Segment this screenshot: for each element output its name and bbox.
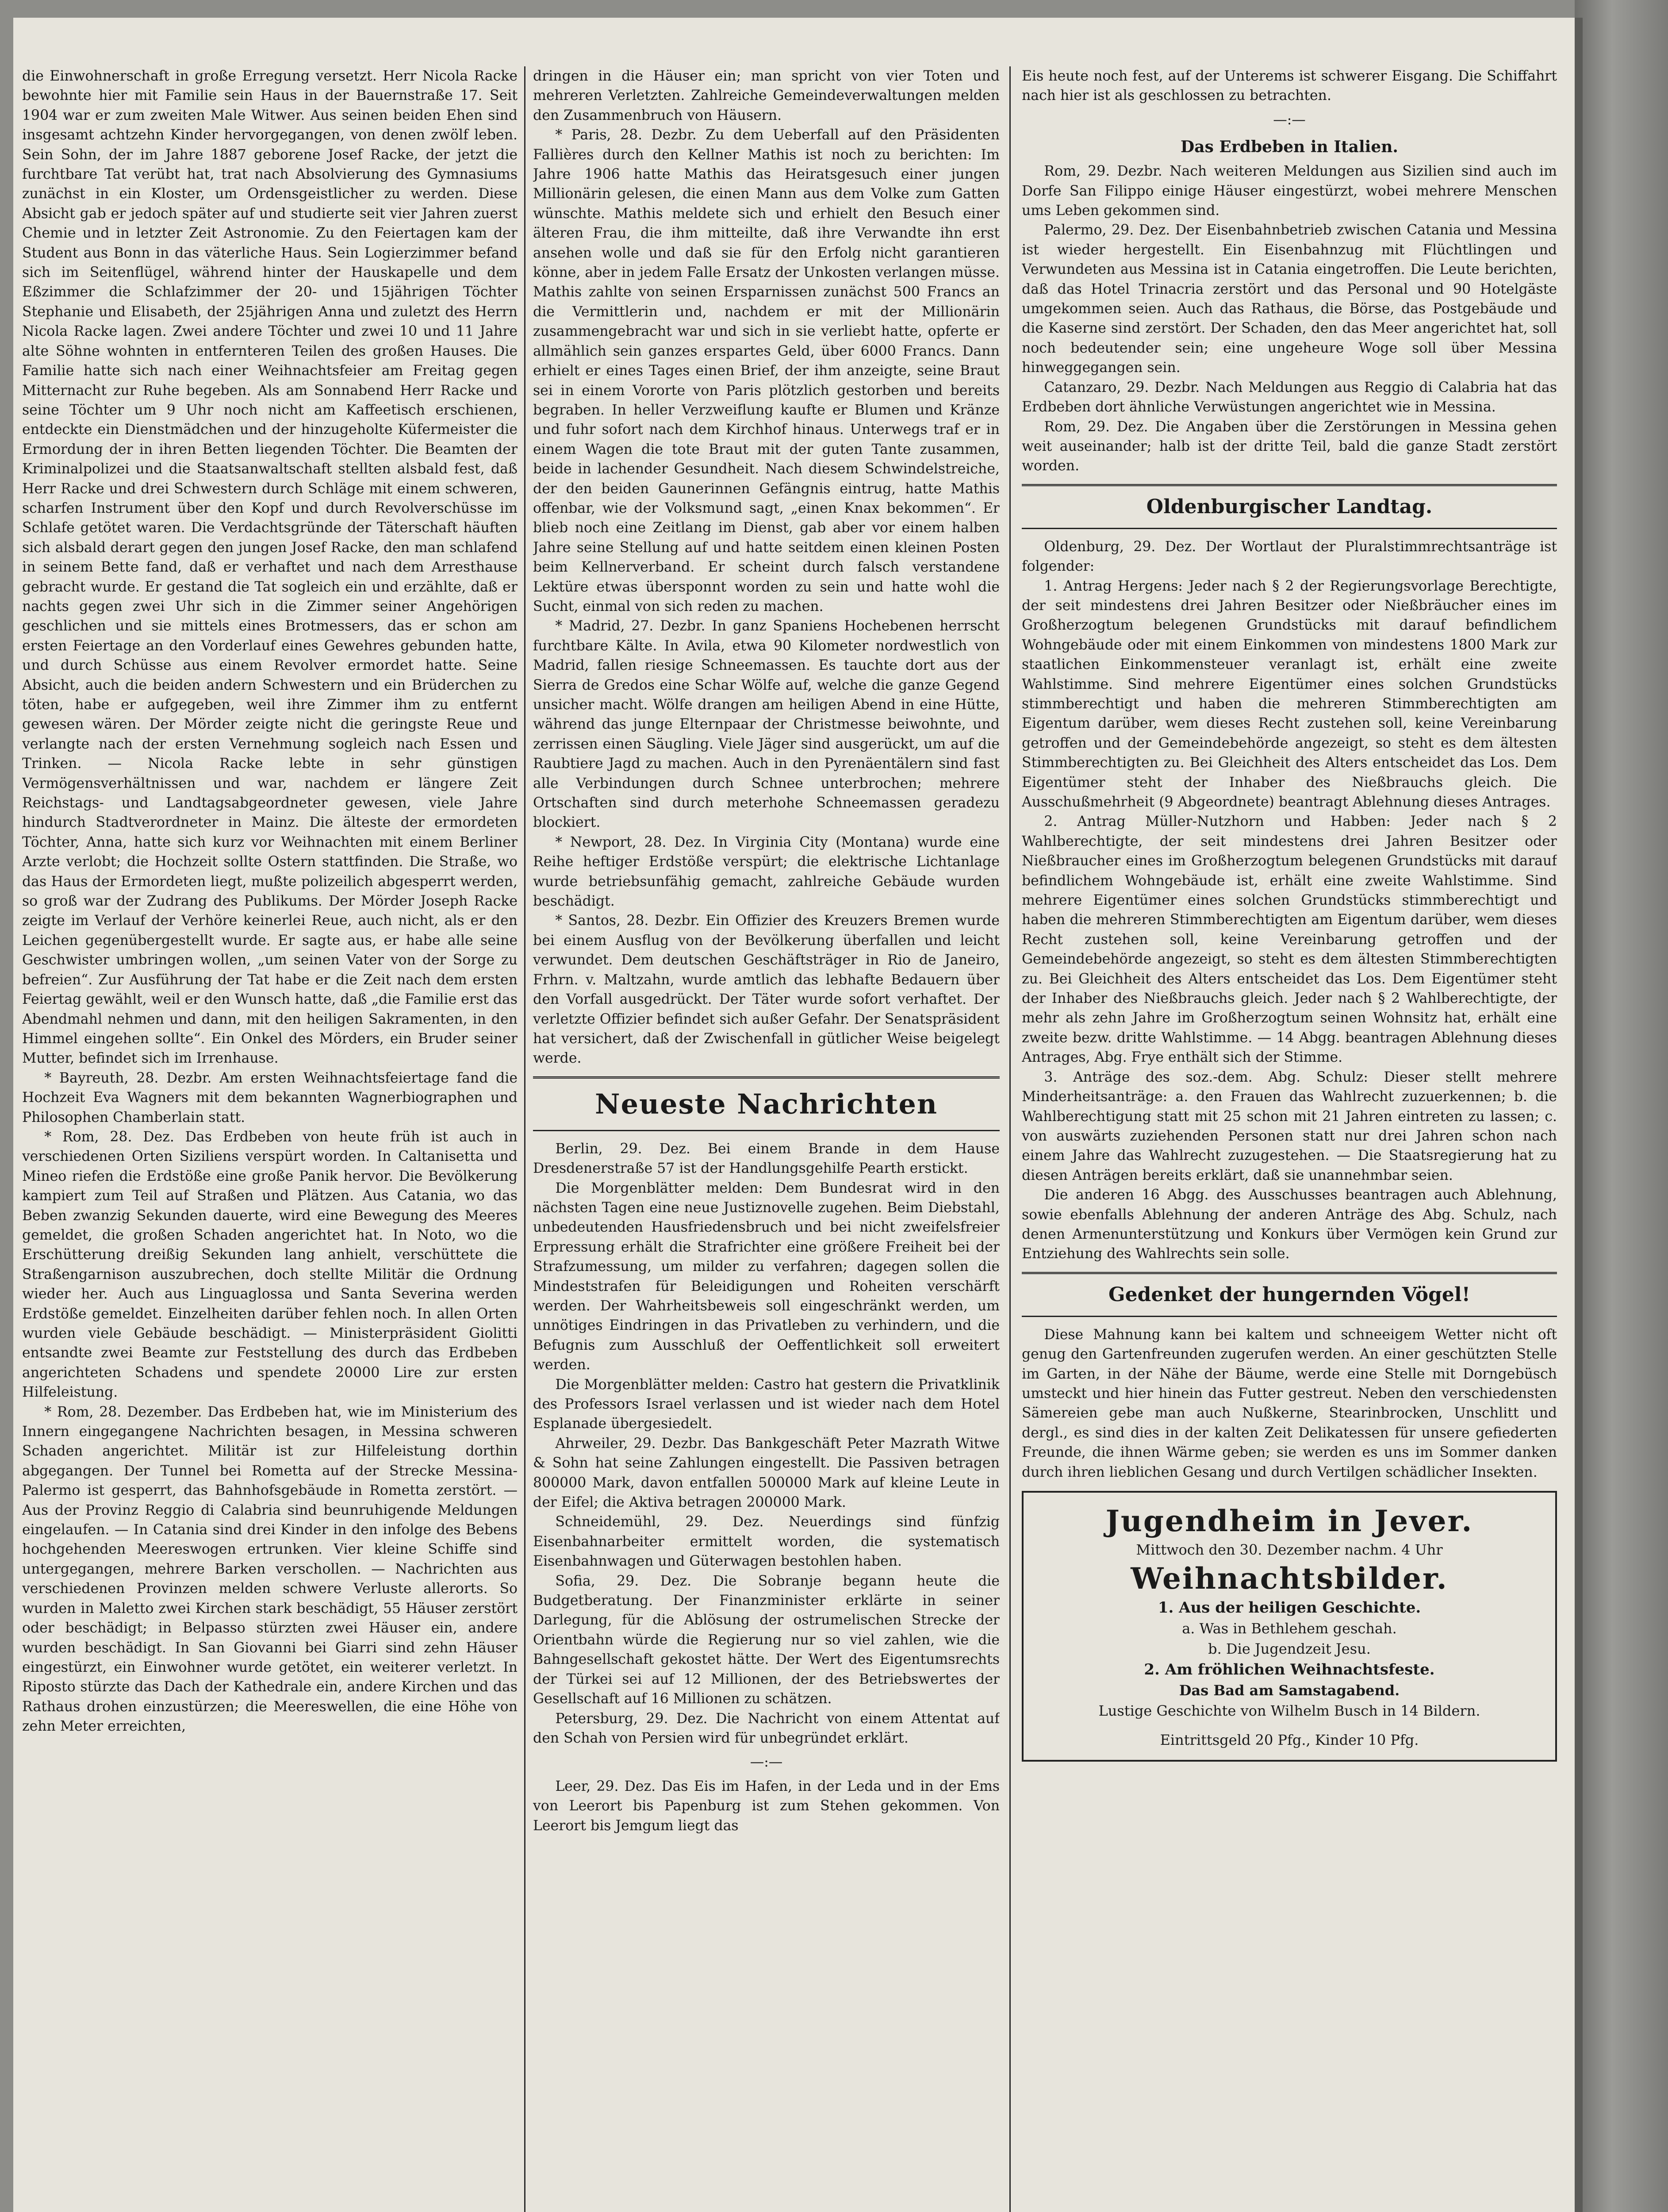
- ad-price: Eintrittsgeld 20 Pfg., Kinder 10 Pfg.: [1160, 1732, 1419, 1748]
- ad-item-1a: a. Was in Bethlehem geschah.: [1182, 1620, 1397, 1637]
- quake-palermo: Palermo, 29. Dez. Der Eisenbahnbetrieb zwischen Catania und Messina ist wieder hergestellt. Ein Eisenbahnzug mit Flüchtlingen und Verwundeten aus Messina ist in Catania eingetroffen. Die Leute berichten, daß das Hotel Trinacria zerstört und das Personal und 90 Hotelgäste umgekommen seien. Auch das Rathaus, die Börse, das Postgebäude und die Kaserne sind zerstört. Der Schaden, den das Meer angerichtet hat, soll noch bedeutender sein; eine ungeheure Woge soll über Messina hinweggegangen sein.: [1022, 222, 1557, 376]
- birds-text: Diese Mahnung kann bei kaltem und schneeigem Wetter nicht oft genug den Gartenfreunden zugerufen werden. An einer geschützten Stelle im Garten, in der Nähe der Bäume, werde eine Stelle mit Dorngebüsch umsteckt und hier hinein das Futter gestreut. Neben den verschiedensten Sämereien gebe man auch Nußkerne, Stearinbrocken, Unschlitt und dergl., es sind dies in der kalten Zeit Delikatessen für unsere gefiederten Freunde, die ihnen Wärme geben; sie werden es uns im Sommer danken durch ihren lieblichen Gesang und durch Vertilgen schädlicher Insekten.: [1022, 1326, 1557, 1480]
- column-2: [533, 66, 1000, 2212]
- news-berlin: Berlin, 29. Dez. Bei einem Brande in dem Hause Dresdenerstraße 57 ist der Handlungsgehilfe Pearth erstickt.: [533, 1141, 1000, 1177]
- column-rule: [1009, 66, 1011, 2212]
- ad-item-2b: Lustige Geschichte von Wilhelm Busch in 14 Bildern.: [1098, 1702, 1480, 1719]
- article-rom-2: * Rom, 28. Dezember. Das Erdbeben hat, wie im Ministerium des Innern eingegangene Nachrichten besagen, in Messina schweren Schaden angerichtet. Militär ist zur Hilfeleistung dorthin abgegangen. Der Tunnel bei Rometta auf der Strecke Messina-Palermo ist gesperrt, das Bahnhofsgebäude in Rometta zerstört. — Aus der Provinz Reggio di Calabria sind beunruhigende Meldungen eingelaufen. — In Catania sind drei Kinder in den infolge des Bebens hochgehenden Meereswogen ertrunken. Vier kleine Schiffe sind untergegangen, mehrere Barken verschollen. — Nachrichten aus verschiedenen Provinzen melden schwere Verluste allerorts. So wurden in Maletto zwei Kirchen stark beschädigt, 55 Häuser zerstört oder beschädigt; in Belpasso stürzten zwei Häuser ein, andere wurden beschädigt. In San Giovanni bei Giarri sind zehn Häuser eingestürzt, ein Einwohner wurde getötet, ein weiterer verletzt. In Riposto stürzte das Dach der Kathedrale ein, andere Kirchen und das Rathaus drohen einzustürzen; die Meereswellen, die eine Höhe von zehn Meter erreichten,: [22, 1404, 518, 1735]
- section-divider: [533, 1130, 1000, 1131]
- landtag-antrag-1: 1. Antrag Hergens: Jeder nach § 2 der Regierungsvorlage Berechtigte, der seit mindestens drei Jahren Besitzer oder Nießbräucher eines im Großherzogtum belegenen Grundstücks mit darauf befindlichem Wohngebäude oder mit einem Einkommen von mindestens 1800 Mark zur staatlichen Einkommensteuer veranlagt ist, erhält eine zweite Wahlstimme. Sind mehrere Eigentümer eines solchen Grundstücks stimmberechtigt und haben die mehreren Stimmberechtigten am Eigentum darüber, wem dieses Recht zustehen soll, keine Vereinbarung getroffen und der Gemeindebehörde angezeigt, so steht es dem ältesten Stimmberechtigten zu. Bei Gleichheit des Alters entscheidet das Los. Dem Eigentümer steht der Inhaber des Nießbrauchs gleich. Die Ausschußmehrheit (9 Abgeordnete) beantragt Ablehnung dieses Antrages.: [1022, 578, 1557, 810]
- news-ahrweiler: Ahrweiler, 29. Dezbr. Das Bankgeschäft Peter Mazrath Witwe & Sohn hat seine Zahlungen eingestellt. Die Passiven betragen 800000 Mark, davon entfallen 500000 Mark auf kleine Leute in der Eifel; die Aktiva betragen 200000 Mark.: [533, 1435, 1000, 1511]
- separator: —:—: [1273, 111, 1306, 128]
- article-continued: dringen in die Häuser ein; man spricht von vier Toten und mehreren Verletzten. Zahlreiche Gemeindeverwaltungen melden den Zusammenbruch von Häusern.: [533, 68, 1000, 123]
- section-divider: [533, 1076, 1000, 1079]
- news-schneidemuehl: Schneidemühl, 29. Dez. Neuerdings sind fünfzig Eisenbahnarbeiter ermittelt worden, die systematisch Eisenbahnwagen und Güterwagen bestohlen haben.: [533, 1514, 1000, 1570]
- news-castro: Die Morgenblätter melden: Castro hat gestern die Privatklinik des Professors Israel verlassen und ist wieder nach dem Hotel Esplanade übergesiedelt.: [533, 1376, 1000, 1432]
- section-divider: [1022, 528, 1557, 529]
- article-leer-continued: Eis heute noch fest, auf der Unterems ist schwerer Eisgang. Die Schiffahrt nach hier ist als geschlossen zu betrachten.: [1022, 68, 1557, 104]
- news-sofia: Sofia, 29. Dez. Die Sobranje begann heute die Budgetberatung. Der Finanzminister erklärte in seiner Darlegung, für die Ablösung der ostrumelischen Strecke der Orientbahn würde die Regierung nur so viel zahlen, wie die Bahngesellschaft gekostet hätte. Der Wert des Eigentumsrechts der Türkei sei auf 12 Millionen, der des Betriebswertes der Gesellschaft auf 16 Millionen zu schätzen.: [533, 1573, 1000, 1707]
- landtag-antrag-2: 2. Antrag Müller-Nutzhorn und Habben: Jeder nach § 2 Wahlberechtigte, der seit mindestens drei Jahren Besitzer oder Nießbraucher eines im Großherzogtum belegenen Grundstücks mit darauf befindlichem Wohngebäude ist, erhält eine zweite Wahlstimme. Sind mehrere Eigentümer eines solchen Grundstücks stimmberechtigt und haben die mehreren Stimmberechtigten am Eigentum darüber, wem dieses Recht zustehen soll, keine Vereinbarung getroffen und der Gemeindebehörde angezeigt, so steht es dem ältesten Stimmberechtigten zu. Bei Gleichheit des Alters entscheidet das Los. Dem Eigentümer steht der Inhaber des Nießbrauchs gleich. Jeder nach § 2 Wahlberechtigte, der mehr als zehn Jahre im Großherzogtum seinen Wohnsitz hat, erhält eine zweite bezw. dritte Wahlstimme. — 14 Abgg. beantragen Ablehnung dieses Antrages, Abg. Frye enthält sich der Stimme.: [1022, 814, 1557, 1066]
- article-newport: * Newport, 28. Dez. In Virginia City (Montana) wurde eine Reihe heftiger Erdstöße verspürt; die elektrische Lichtanlage wurde betriebsunfähig gemacht, zahlreiche Gebäude wurden beschädigt.: [533, 834, 1000, 910]
- quake-catanzaro: Catanzaro, 29. Dezbr. Nach Meldungen aus Reggio di Calabria hat das Erdbeben dort ähnliche Verwüstungen angerichtet wie in Messina.: [1022, 379, 1557, 415]
- landtag-intro: Oldenburg, 29. Dez. Der Wortlaut der Pluralstimmrechtsanträge ist folgender:: [1022, 538, 1557, 575]
- separator: —:—: [750, 1754, 783, 1770]
- page-edge: [1575, 0, 1668, 2212]
- newspaper-page: [13, 18, 1575, 2212]
- section-title-neueste-nachrichten: Neueste Nachrichten: [594, 1087, 938, 1120]
- column-3: [1022, 66, 1557, 2212]
- ad-item-1b: b. Die Jugendzeit Jesu.: [1208, 1640, 1371, 1657]
- section-divider: [1022, 1272, 1557, 1274]
- ad-item-2: 2. Am fröhlichen Weihnachtsfeste.: [1144, 1661, 1435, 1678]
- article-madrid: * Madrid, 27. Dezbr. In ganz Spaniens Hochebenen herrscht furchtbare Kälte. In Avila, etwa 90 Kilometer nordwestlich von Madrid, fallen riesige Schneemassen. Es tauchte dort aus der Sierra de Gredos eine Schar Wölfe auf, welche die ganze Gegend unsicher macht. Wölfe drangen am heiligen Abend in eine Hütte, während das junge Elternpaar der Christmesse beiwohnte, und zerrissen einen Säugling. Viele Jäger sind ausgerückt, um auf die Raubtiere Jagd zu machen. Auch in den Pyrenäentälern sind fast alle Verbindungen durch Schnee unterbrochen; mehrere Ortschaften sind durch meterhohe Schneemassen geradezu blockiert.: [533, 618, 1000, 831]
- section-divider: [1022, 1316, 1557, 1317]
- quake-rom-2: Rom, 29. Dez. Die Angaben über die Zerstörungen in Messina gehen weit auseinander; halb ist der dritte Teil, bald die ganze Stadt zerstört worden.: [1022, 419, 1557, 474]
- ad-date-line: Mittwoch den 30. Dezember nachm. 4 Uhr: [1136, 1541, 1443, 1558]
- column-rule: [524, 66, 525, 2212]
- news-leer: Leer, 29. Dez. Das Eis im Hafen, in der Leda und in der Ems von Leerort bis Papenburg ist zum Stehen gekommen. Von Leerort bis Jemgum liegt das: [533, 1778, 1000, 1834]
- section-divider: [1022, 484, 1557, 486]
- article-racke: die Einwohnerschaft in große Erregung versetzt. Herr Nicola Racke bewohnte hier mit Familie sein Haus in der Bauernstraße 17. Seit 1904 war er zum zweiten Male Witwer. Aus seinen beiden Ehen sind insgesamt achtzehn Kinder hervorgegangen, von denen zwölf leben. Sein Sohn, der im Jahre 1887 geborene Josef Racke, der jetzt die furchtbare Tat verübt hat, trat nach Absolvierung des Gymnasiums zunächst in ein Kloster, um Ordensgeistlicher zu werden. Diese Absicht gab er jedoch später auf und studierte seit vier Jahren zuerst Chemie und in letzter Zeit Astronomie. Zu den Feiertagen kam der Student aus Bonn in das väterliche Haus. Sein Logierzimmer befand sich im Seitenflügel, während hinter der Hauskapelle und dem Eßzimmer die Schlafzimmer der 20- und 15jährigen Töchter Stephanie und Elisabeth, der 25jährigen Anna und zuletzt des Herrn Nicola Racke lagen. Zwei andere Töchter und zwei 10 und 11 Jahre alte Söhne wohnten in entfernteren Teilen des großen Hauses. Die Familie hatte sich nach einer Weihnachtsfeier am Freitag gegen Mitternacht zur Ruhe begeben. Als am Sonnabend Herr Racke und seine Töchter um 9 Uhr noch nicht am Kaffeetisch erschienen, entdeckte ein Dienstmädchen und der hinzugeholte Küfermeister die Ermordung der in ihren Betten liegenden Töchter. Die Beamten der Kriminalpolizei und die Staatsanwaltschaft stellten alsbald fest, daß Herr Racke und drei Schwestern durch Schläge mit einem schweren, scharfen Instrument über den Kopf und durch Revolverschüsse im Schlafe getötet waren. Die Verdachtsgründe der Täterschaft häuften sich alsbald derart gegen den jungen Josef Racke, den man schlafend in seinem Bette fand, daß er verhaftet und nach dem Arresthause gebracht wurde. Er gestand die Tat sogleich ein und erzählte, daß er nachts gegen zwei Uhr sich in die Zimmer seiner Angehörigen geschlichen und sie mittels eines Brotmessers, das er schon am ersten Feiertage an den Vorderlauf eines Gewehres gebunden hatte, und durch Schüsse aus einem Revolver ermordet hatte. Seine Absicht, auch die beiden andern Schwestern und ein Brüderchen zu töten, habe er aufgegeben, weil ihre Zimmer ihm zu entfernt gewesen wären. Der Mörder zeigte nicht die geringste Reue und verlangte nach der ersten Vernehmung sogleich nach Essen und Trinken. — Nicola Racke lebte in sehr günstigen Vermögensverhältnissen und war, nachdem er längere Zeit Reichstags- und Landtagsabgeordneter gewesen, viele Jahre hindurch Stadtverordneter in Mainz. Die älteste der ermordeten Töchter, Anna, hatte sich kurz vor Weihnachten mit einem Berliner Arzte verlobt; die Hochzeit sollte Ostern stattfinden. Die Straße, wo das Haus der Ermordeten liegt, mußte polizeilich abgesperrt werden, so groß war der Zudrang des Publikums. Der Mörder Joseph Racke zeigte im Verlauf der Verhöre keinerlei Reue, auch nicht, als er den Leichen gegenübergestellt wurde. Er sagte aus, er habe alle seine Geschwister umbringen wollen, „um seinen Vater von der Sorge zu befreien“. Zur Ausführung der Tat habe er die Zeit nach dem ersten Feiertag gewählt, weil er den Wunsch hatte, daß „die Familie erst das Abendmahl nehmen und dann, mit den heiligen Sakramenten, in den Himmel eingehen sollte“. Ein Onkel des Mörders, ein Bruder seiner Mutter, befindet sich im Irrenhause.: [22, 68, 518, 1067]
- ad-headline: Weihnachtsbilder.: [1131, 1561, 1448, 1596]
- quake-rom: Rom, 29. Dezbr. Nach weiteren Meldungen aus Sizilien sind auch im Dorfe San Filippo einige Häuser eingestürzt, wobei mehrere Menschen ums Leben gekommen sind.: [1022, 163, 1557, 219]
- article-rom-1: * Rom, 28. Dez. Das Erdbeben von heute früh ist auch in verschiedenen Orten Siziliens verspürt worden. In Caltanisetta und Mineo riefen die Erdstöße eine große Panik hervor. Die Bevölkerung kampiert zum Teil auf Straßen und Plätzen. Aus Catania, wo das Beben zwanzig Sekunden dauerte, wird eine Bewegung des Meeres gemeldet, die großen Schaden angerichtet hat. In Noto, wo die Erschütterung dreißig Sekunden lang anhielt, verschüttete die Straßengarnison auszubrechen, doch stellte Militär die Ordnung wieder her. Auch aus Linguaglossa und Santa Severina werden Erdstöße gemeldet. Einzelheiten darüber fehlen noch. In allen Orten wurden viele Gebäude beschädigt. — Ministerpräsident Giolitti entsandte zwei Beamte zur Feststellung des durch das Erdbeben angerichteten Schadens und spendete 20000 Lire zur ersten Hilfeleistung.: [22, 1129, 518, 1401]
- article-bayreuth: * Bayreuth, 28. Dezbr. Am ersten Weihnachtsfeiertage fand die Hochzeit Eva Wagners mit dem bekannten Wagnerbiographen und Philosophen Chamberlain statt.: [22, 1070, 518, 1125]
- article-paris: * Paris, 28. Dezbr. Zu dem Ueberfall auf den Präsidenten Fallières durch den Kellner Mathis ist noch zu berichten: Im Jahre 1906 hatte Mathis das Heiratsgesuch einer jungen Millionärin gelesen, die einen Mann aus dem Volke zum Gatten wünschte. Mathis meldete sich und erhielt den Besuch einer älteren Frau, die ihm mitteilte, daß ihre Verwandte ihn erst ansehen wolle und daß sie für den Erfolg nicht garantieren könne, aber in jedem Falle Ersatz der Unkosten verlangen müsse. Mathis zahlte von seinen Ersparnissen zunächst 500 Francs an die Vermittlerin und, nachdem er mit der Millionärin zusammengebracht war und sich in sie verliebt hatte, opferte er allmählich sein ganzes erspartes Geld, über 6000 Francs. Dann erhielt er eines Tages einen Brief, der ihm anzeigte, seine Braut sei in einem Vororte von Paris plötzlich gestorben und bereits begraben. In heller Verzweiflung kaufte er Blumen und Kränze und fuhr sofort nach dem Kirchhof hinaus. Unterwegs traf er in einem Wagen die tote Braut mit der guten Tante zusammen, beide in lachender Gesundheit. Nach diesem Schwindelstreiche, der den beiden Gaunerinnen Gefängnis eintrug, hatte Mathis offenbar, wie der Volksmund sagt, „einen Knax bekommen“. Er blieb noch eine Zeitlang im Dienst, gab aber vor einem halben Jahre seine Stellung auf und hatte seitdem einen kleinen Posten beim Kellnerverband. Er scheint durch falsch verstandene Lektüre etwas übersponnt worden zu sein und hatte wohl die Sucht, einmal von sich reden zu machen.: [533, 127, 1000, 614]
- column-1: [22, 66, 518, 2212]
- heading-oldenburgischer-landtag: Oldenburgischer Landtag.: [1146, 495, 1433, 518]
- article-santos: * Santos, 28. Dezbr. Ein Offizier des Kreuzers Bremen wurde bei einem Ausflug von der Bevölkerung überfallen und leicht verwundet. Dem deutschen Geschäftsträger in Rio de Janeiro, Frhrn. v. Maltzahn, wurde amtlich das lebhafte Bedauern über den Vorfall ausgedrückt. Der Täter wurde sofort verhaftet. Der verletzte Offizier befindet sich außer Gefahr. Der Senatspräsident hat versichert, daß der Zwischenfall in gütlicher Weise beigelegt werde.: [533, 913, 1000, 1067]
- ad-title: Jugendheim in Jever.: [1105, 1504, 1473, 1538]
- news-petersburg: Petersburg, 29. Dez. Die Nachricht von einem Attentat auf den Schah von Persien wird für unbegründet erklärt.: [533, 1710, 1000, 1746]
- ad-item-2a: Das Bad am Samstagabend.: [1179, 1682, 1400, 1699]
- ad-item-1: 1. Aus der heiligen Geschichte.: [1158, 1599, 1421, 1617]
- heading-hungernde-voegel: Gedenket der hungernden Vögel!: [1108, 1283, 1470, 1306]
- advertisement-jugendheim: [1022, 1491, 1557, 1762]
- landtag-antrag-3: 3. Anträge des soz.-dem. Abg. Schulz: Dieser stellt mehrere Minderheitsanträge: a. den Frauen das Wahlrecht zuzuerkennen; b. die Wahlberechtigung statt mit 25 schon mit 21 Jahren eintreten zu lassen; c. von auswärts zuziehenden Personen statt nur drei Jahren schon nach einem Jahre das Wahlrecht zuzugestehen. — Die Staatsregierung hat zu diesen Anträgen bereits erklärt, daß sie unannehmbar seien.: [1022, 1069, 1557, 1183]
- news-justiznovelle: Die Morgenblätter melden: Dem Bundesrat wird in den nächsten Tagen eine neue Justiznovelle zugehen. Beim Diebstahl, unbedeutenden Hausfriedensbruch und bei nicht zweifelsfreier Erpressung erhält die Strafrichter eine größere Freiheit bei der Strafzumessung, um milder zu verfahren; dagegen sollen die Mindeststrafen für Beleidigungen und Roheiten verschärft werden. Der Wahrheitsbeweis soll eingeschränkt werden, um unnötiges Eindringen in das Privatleben zu verhindern, und die Befugnis zum Ausschluß der Oeffentlichkeit soll erweitert werden.: [533, 1180, 1000, 1373]
- heading-erdbeben-italien: Das Erdbeben in Italien.: [1181, 138, 1398, 157]
- landtag-ausschuss: Die anderen 16 Abgg. des Ausschusses beantragen auch Ablehnung, sowie ebenfalls Ablehnung der anderen Anträge des Abg. Schulz, nach denen Armenunterstützung und Konkurs über Vermögen kein Grund zur Entziehung des Wahlrechts sein solle.: [1022, 1187, 1557, 1262]
